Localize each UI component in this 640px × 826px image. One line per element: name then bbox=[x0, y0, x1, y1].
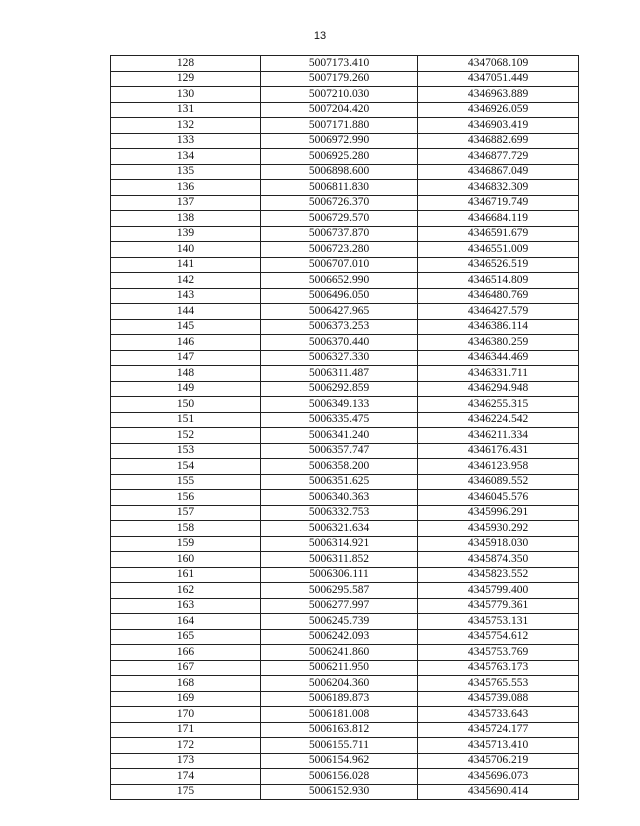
table-row bbox=[111, 691, 579, 707]
table-row bbox=[111, 335, 579, 351]
table-row bbox=[111, 676, 579, 692]
table-row bbox=[111, 738, 579, 754]
y-coordinate-cell: 4346176.431 bbox=[418, 443, 579, 459]
x-coordinate-cell: 5006972.990 bbox=[261, 133, 418, 149]
point-number-cell: 162 bbox=[111, 583, 261, 599]
y-coordinate-cell: 4345733.643 bbox=[418, 707, 579, 723]
x-coordinate-cell: 5006358.200 bbox=[261, 459, 418, 475]
y-coordinate-cell: 4346926.059 bbox=[418, 102, 579, 118]
point-number-cell: 153 bbox=[111, 443, 261, 459]
x-coordinate-cell: 5007173.410 bbox=[261, 56, 418, 72]
table-row bbox=[111, 56, 579, 72]
y-coordinate-cell: 4346386.114 bbox=[418, 319, 579, 335]
y-coordinate-cell: 4347051.449 bbox=[418, 71, 579, 87]
y-coordinate-cell: 4345799.400 bbox=[418, 583, 579, 599]
table-row bbox=[111, 381, 579, 397]
table-row bbox=[111, 784, 579, 800]
point-number-cell: 148 bbox=[111, 366, 261, 382]
point-number-cell: 155 bbox=[111, 474, 261, 490]
y-coordinate-cell: 4346294.948 bbox=[418, 381, 579, 397]
point-number-cell: 168 bbox=[111, 676, 261, 692]
table-row bbox=[111, 195, 579, 211]
x-coordinate-cell: 5006729.570 bbox=[261, 211, 418, 227]
table-row bbox=[111, 598, 579, 614]
x-coordinate-cell: 5007171.880 bbox=[261, 118, 418, 134]
y-coordinate-cell: 4345823.552 bbox=[418, 567, 579, 583]
table-row bbox=[111, 366, 579, 382]
point-number-cell: 149 bbox=[111, 381, 261, 397]
x-coordinate-cell: 5006277.997 bbox=[261, 598, 418, 614]
point-number-cell: 131 bbox=[111, 102, 261, 118]
table-row bbox=[111, 288, 579, 304]
x-coordinate-cell: 5006204.360 bbox=[261, 676, 418, 692]
table-row bbox=[111, 459, 579, 475]
table-row bbox=[111, 443, 579, 459]
point-number-cell: 170 bbox=[111, 707, 261, 723]
y-coordinate-cell: 4346123.958 bbox=[418, 459, 579, 475]
table-row bbox=[111, 180, 579, 196]
table-row bbox=[111, 660, 579, 676]
x-coordinate-cell: 5006181.008 bbox=[261, 707, 418, 723]
y-coordinate-cell: 4345930.292 bbox=[418, 521, 579, 537]
y-coordinate-cell: 4345690.414 bbox=[418, 784, 579, 800]
point-number-cell: 141 bbox=[111, 257, 261, 273]
point-number-cell: 156 bbox=[111, 490, 261, 506]
y-coordinate-cell: 4346344.469 bbox=[418, 350, 579, 366]
x-coordinate-cell: 5006925.280 bbox=[261, 149, 418, 165]
y-coordinate-cell: 4345754.612 bbox=[418, 629, 579, 645]
table-row bbox=[111, 350, 579, 366]
page-number: 13 bbox=[313, 30, 327, 42]
table-row bbox=[111, 629, 579, 645]
point-number-cell: 136 bbox=[111, 180, 261, 196]
point-number-cell: 142 bbox=[111, 273, 261, 289]
y-coordinate-cell: 4346045.576 bbox=[418, 490, 579, 506]
table-row bbox=[111, 87, 579, 103]
point-number-cell: 158 bbox=[111, 521, 261, 537]
x-coordinate-cell: 5006155.711 bbox=[261, 738, 418, 754]
x-coordinate-cell: 5006156.028 bbox=[261, 769, 418, 785]
table-row bbox=[111, 567, 579, 583]
table-row bbox=[111, 753, 579, 769]
x-coordinate-cell: 5006373.253 bbox=[261, 319, 418, 335]
y-coordinate-cell: 4345753.131 bbox=[418, 614, 579, 630]
x-coordinate-cell: 5006311.852 bbox=[261, 552, 418, 568]
y-coordinate-cell: 4346514.809 bbox=[418, 273, 579, 289]
table-row bbox=[111, 428, 579, 444]
x-coordinate-cell: 5006242.093 bbox=[261, 629, 418, 645]
y-coordinate-cell: 4345918.030 bbox=[418, 536, 579, 552]
x-coordinate-cell: 5006723.280 bbox=[261, 242, 418, 258]
table-row bbox=[111, 133, 579, 149]
table-row bbox=[111, 71, 579, 87]
y-coordinate-cell: 4346877.729 bbox=[418, 149, 579, 165]
point-number-cell: 151 bbox=[111, 412, 261, 428]
x-coordinate-cell: 5006311.487 bbox=[261, 366, 418, 382]
point-number-cell: 166 bbox=[111, 645, 261, 661]
y-coordinate-cell: 4346526.519 bbox=[418, 257, 579, 273]
x-coordinate-cell: 5006295.587 bbox=[261, 583, 418, 599]
x-coordinate-cell: 5006496.050 bbox=[261, 288, 418, 304]
point-number-cell: 129 bbox=[111, 71, 261, 87]
table-row bbox=[111, 521, 579, 537]
x-coordinate-cell: 5006306.111 bbox=[261, 567, 418, 583]
x-coordinate-cell: 5007204.420 bbox=[261, 102, 418, 118]
x-coordinate-cell: 5006370.440 bbox=[261, 335, 418, 351]
point-number-cell: 171 bbox=[111, 722, 261, 738]
point-number-cell: 157 bbox=[111, 505, 261, 521]
table-row bbox=[111, 645, 579, 661]
point-number-cell: 173 bbox=[111, 753, 261, 769]
point-number-cell: 172 bbox=[111, 738, 261, 754]
x-coordinate-cell: 5006707.010 bbox=[261, 257, 418, 273]
y-coordinate-cell: 4346480.769 bbox=[418, 288, 579, 304]
table-row bbox=[111, 273, 579, 289]
table-row bbox=[111, 242, 579, 258]
x-coordinate-cell: 5006357.747 bbox=[261, 443, 418, 459]
y-coordinate-cell: 4346963.889 bbox=[418, 87, 579, 103]
table-row bbox=[111, 211, 579, 227]
x-coordinate-cell: 5006335.475 bbox=[261, 412, 418, 428]
y-coordinate-cell: 4346882.699 bbox=[418, 133, 579, 149]
y-coordinate-cell: 4345996.291 bbox=[418, 505, 579, 521]
x-coordinate-cell: 5006726.370 bbox=[261, 195, 418, 211]
table-row bbox=[111, 707, 579, 723]
point-number-cell: 128 bbox=[111, 56, 261, 72]
x-coordinate-cell: 5006811.830 bbox=[261, 180, 418, 196]
point-number-cell: 135 bbox=[111, 164, 261, 180]
point-number-cell: 143 bbox=[111, 288, 261, 304]
point-number-cell: 164 bbox=[111, 614, 261, 630]
x-coordinate-cell: 5006189.873 bbox=[261, 691, 418, 707]
point-number-cell: 137 bbox=[111, 195, 261, 211]
y-coordinate-cell: 4345874.350 bbox=[418, 552, 579, 568]
x-coordinate-cell: 5007179.260 bbox=[261, 71, 418, 87]
x-coordinate-cell: 5006327.330 bbox=[261, 350, 418, 366]
x-coordinate-cell: 5006340.363 bbox=[261, 490, 418, 506]
x-coordinate-cell: 5006211.950 bbox=[261, 660, 418, 676]
point-number-cell: 161 bbox=[111, 567, 261, 583]
table-row bbox=[111, 505, 579, 521]
point-number-cell: 138 bbox=[111, 211, 261, 227]
y-coordinate-cell: 4346867.049 bbox=[418, 164, 579, 180]
coordinates-table-body bbox=[111, 56, 579, 800]
x-coordinate-cell: 5006349.133 bbox=[261, 397, 418, 413]
y-coordinate-cell: 4345753.769 bbox=[418, 645, 579, 661]
point-number-cell: 146 bbox=[111, 335, 261, 351]
table-row bbox=[111, 257, 579, 273]
point-number-cell: 160 bbox=[111, 552, 261, 568]
point-number-cell: 147 bbox=[111, 350, 261, 366]
x-coordinate-cell: 5006321.634 bbox=[261, 521, 418, 537]
x-coordinate-cell: 5006427.965 bbox=[261, 304, 418, 320]
y-coordinate-cell: 4346832.309 bbox=[418, 180, 579, 196]
y-coordinate-cell: 4347068.109 bbox=[418, 56, 579, 72]
x-coordinate-cell: 5006163.812 bbox=[261, 722, 418, 738]
y-coordinate-cell: 4346903.419 bbox=[418, 118, 579, 134]
x-coordinate-cell: 5006351.625 bbox=[261, 474, 418, 490]
y-coordinate-cell: 4346427.579 bbox=[418, 304, 579, 320]
point-number-cell: 140 bbox=[111, 242, 261, 258]
table-row bbox=[111, 583, 579, 599]
table-row bbox=[111, 722, 579, 738]
table-row bbox=[111, 412, 579, 428]
y-coordinate-cell: 4346591.679 bbox=[418, 226, 579, 242]
x-coordinate-cell: 5007210.030 bbox=[261, 87, 418, 103]
y-coordinate-cell: 4346719.749 bbox=[418, 195, 579, 211]
point-number-cell: 145 bbox=[111, 319, 261, 335]
x-coordinate-cell: 5006341.240 bbox=[261, 428, 418, 444]
table-row bbox=[111, 102, 579, 118]
table-row bbox=[111, 149, 579, 165]
table-row bbox=[111, 226, 579, 242]
table-row bbox=[111, 118, 579, 134]
y-coordinate-cell: 4345696.073 bbox=[418, 769, 579, 785]
point-number-cell: 134 bbox=[111, 149, 261, 165]
y-coordinate-cell: 4346331.711 bbox=[418, 366, 579, 382]
y-coordinate-cell: 4345713.410 bbox=[418, 738, 579, 754]
table-row bbox=[111, 536, 579, 552]
point-number-cell: 169 bbox=[111, 691, 261, 707]
table-row bbox=[111, 769, 579, 785]
table-row bbox=[111, 397, 579, 413]
point-number-cell: 132 bbox=[111, 118, 261, 134]
y-coordinate-cell: 4346211.334 bbox=[418, 428, 579, 444]
table-row bbox=[111, 164, 579, 180]
x-coordinate-cell: 5006314.921 bbox=[261, 536, 418, 552]
x-coordinate-cell: 5006332.753 bbox=[261, 505, 418, 521]
point-number-cell: 154 bbox=[111, 459, 261, 475]
point-number-cell: 163 bbox=[111, 598, 261, 614]
point-number-cell: 139 bbox=[111, 226, 261, 242]
point-number-cell: 133 bbox=[111, 133, 261, 149]
point-number-cell: 174 bbox=[111, 769, 261, 785]
x-coordinate-cell: 5006652.990 bbox=[261, 273, 418, 289]
table-row bbox=[111, 614, 579, 630]
point-number-cell: 175 bbox=[111, 784, 261, 800]
x-coordinate-cell: 5006152.930 bbox=[261, 784, 418, 800]
x-coordinate-cell: 5006292.859 bbox=[261, 381, 418, 397]
x-coordinate-cell: 5006241.860 bbox=[261, 645, 418, 661]
x-coordinate-cell: 5006737.870 bbox=[261, 226, 418, 242]
point-number-cell: 167 bbox=[111, 660, 261, 676]
point-number-cell: 130 bbox=[111, 87, 261, 103]
point-number-cell: 159 bbox=[111, 536, 261, 552]
table-row bbox=[111, 552, 579, 568]
point-number-cell: 152 bbox=[111, 428, 261, 444]
y-coordinate-cell: 4346380.259 bbox=[418, 335, 579, 351]
y-coordinate-cell: 4345724.177 bbox=[418, 722, 579, 738]
y-coordinate-cell: 4345765.553 bbox=[418, 676, 579, 692]
y-coordinate-cell: 4346224.542 bbox=[418, 412, 579, 428]
y-coordinate-cell: 4346684.119 bbox=[418, 211, 579, 227]
y-coordinate-cell: 4346255.315 bbox=[418, 397, 579, 413]
y-coordinate-cell: 4345739.088 bbox=[418, 691, 579, 707]
table-row bbox=[111, 474, 579, 490]
y-coordinate-cell: 4346551.009 bbox=[418, 242, 579, 258]
x-coordinate-cell: 5006154.962 bbox=[261, 753, 418, 769]
coordinates-table bbox=[110, 55, 579, 800]
point-number-cell: 144 bbox=[111, 304, 261, 320]
y-coordinate-cell: 4346089.552 bbox=[418, 474, 579, 490]
y-coordinate-cell: 4345779.361 bbox=[418, 598, 579, 614]
table-row bbox=[111, 304, 579, 320]
table-row bbox=[111, 319, 579, 335]
table-row bbox=[111, 490, 579, 506]
y-coordinate-cell: 4345706.219 bbox=[418, 753, 579, 769]
x-coordinate-cell: 5006898.600 bbox=[261, 164, 418, 180]
point-number-cell: 150 bbox=[111, 397, 261, 413]
x-coordinate-cell: 5006245.739 bbox=[261, 614, 418, 630]
y-coordinate-cell: 4345763.173 bbox=[418, 660, 579, 676]
point-number-cell: 165 bbox=[111, 629, 261, 645]
